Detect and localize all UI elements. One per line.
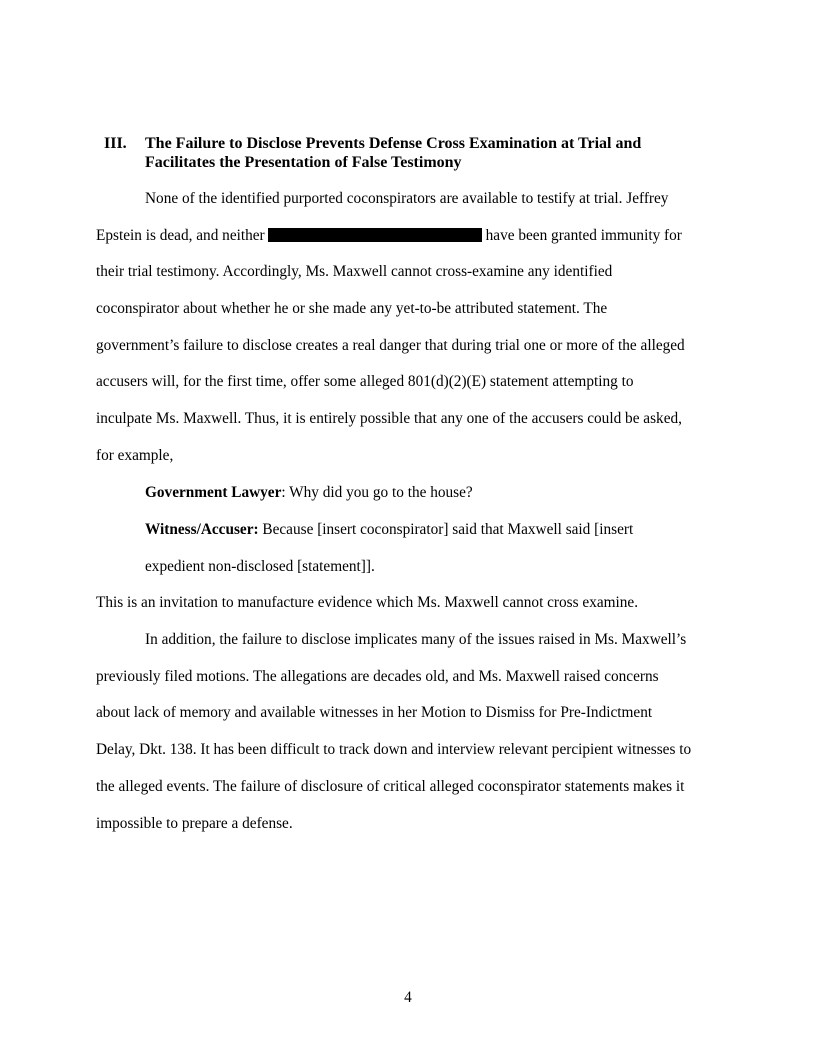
paragraph-line: accusers will, for the first time, offer some alleged 801(d)(2)(E) statement attempting to: [96, 373, 634, 390]
dialogue-answer: [145, 521, 633, 539]
text-span: Epstein is dead, and neither: [96, 227, 265, 244]
page-number: 4: [404, 989, 412, 1006]
speaker-label: Government Lawyer: [145, 484, 282, 501]
paragraph-line: their trial testimony. Accordingly, Ms. Maxwell cannot cross-examine any identified: [96, 263, 613, 280]
paragraph-line: impossible to prepare a defense.: [96, 815, 293, 832]
paragraph-line: Delay, Dkt. 138. It has been difficult to track down and interview relevant percipient witnesses to: [96, 741, 692, 758]
paragraph-line: government’s failure to disclose creates a real danger that during trial one or more of the alleged: [96, 337, 685, 354]
redaction-bar: [268, 228, 482, 242]
paragraph-line: the alleged events. The failure of disclosure of critical alleged coconspirator statements makes it: [96, 778, 685, 795]
paragraph-line: In addition, the failure to disclose implicates many of the issues raised in Ms. Maxwell’s: [145, 631, 687, 648]
paragraph-line: [96, 227, 682, 245]
paragraph-line: previously filed motions. The allegations are decades old, and Ms. Maxwell raised concerns: [96, 668, 659, 685]
section-title: [145, 134, 745, 172]
dialogue-answer-continued: expedient non-disclosed [statement]].: [145, 558, 375, 575]
paragraph-line: coconspirator about whether he or she made any yet-to-be attributed statement. The: [96, 300, 608, 317]
section-title-line-2: Facilitates the Presentation of False Testimony: [145, 154, 462, 171]
closing-line: This is an invitation to manufacture evidence which Ms. Maxwell cannot cross examine.: [96, 594, 639, 611]
dialogue-question: [145, 484, 473, 502]
paragraph-line: about lack of memory and available witnesses in her Motion to Dismiss for Pre-Indictment: [96, 704, 653, 721]
dialogue-text: Because [insert coconspirator] said that Maxwell said [insert: [258, 521, 634, 538]
paragraph-line: for example,: [96, 447, 174, 464]
dialogue-text: : Why did you go to the house?: [281, 484, 473, 501]
paragraph-line: inculpate Ms. Maxwell. Thus, it is entirely possible that any one of the accusers could be asked,: [96, 410, 682, 427]
section-number: III.: [104, 135, 127, 152]
section-title-line-1: The Failure to Disclose Prevents Defense Cross Examination at Trial and: [145, 135, 642, 152]
text-span: have been granted immunity for: [485, 227, 682, 244]
paragraph-line: None of the identified purported coconspirators are available to testify at trial. Jeffrey: [145, 190, 669, 207]
speaker-label: Witness/Accuser:: [145, 521, 259, 538]
